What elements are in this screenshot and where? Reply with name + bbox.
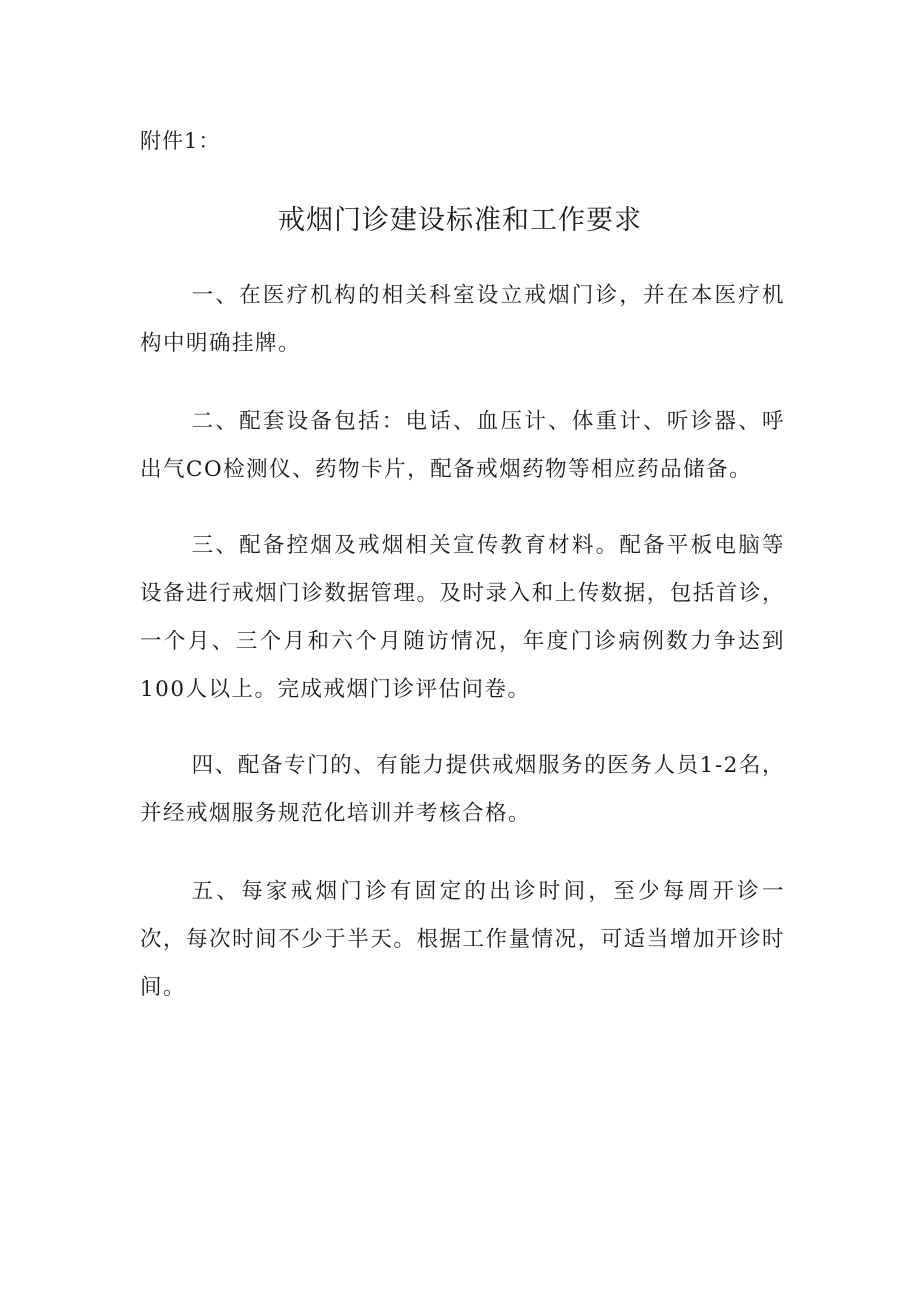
paragraph-5: 五、每家戒烟门诊有固定的出诊时间，至少每周开诊一次，每次时间不少于半天。根据工作量情况，可适当增加开诊时间。 — [140, 879, 785, 1000]
paragraph-2: 二、配套设备包括：电话、血压计、体重计、听诊器、呼出气CO检测仪、药物卡片，配备戒烟药物等相应药品储备。 — [140, 409, 785, 482]
attachment-label: 附件1： — [140, 129, 221, 153]
paragraph-4: 四、配备专门的、有能力提供戒烟服务的医务人员1-2名，并经戒烟服务规范化培训并考核合格。 — [140, 753, 785, 826]
paragraph-3: 三、配备控烟及戒烟相关宣传教育材料。配备平板电脑等设备进行戒烟门诊数据管理。及时录入和上传数据，包括首诊，一个月、三个月和六个月随访情况，年度门诊病例数力争达到100人以上。完成戒烟门诊评估问卷。 — [140, 533, 785, 702]
paragraph-1: 一、在医疗机构的相关科室设立戒烟门诊，并在本医疗机构中明确挂牌。 — [140, 283, 785, 356]
document-title: 戒烟门诊建设标准和工作要求 — [278, 205, 642, 236]
